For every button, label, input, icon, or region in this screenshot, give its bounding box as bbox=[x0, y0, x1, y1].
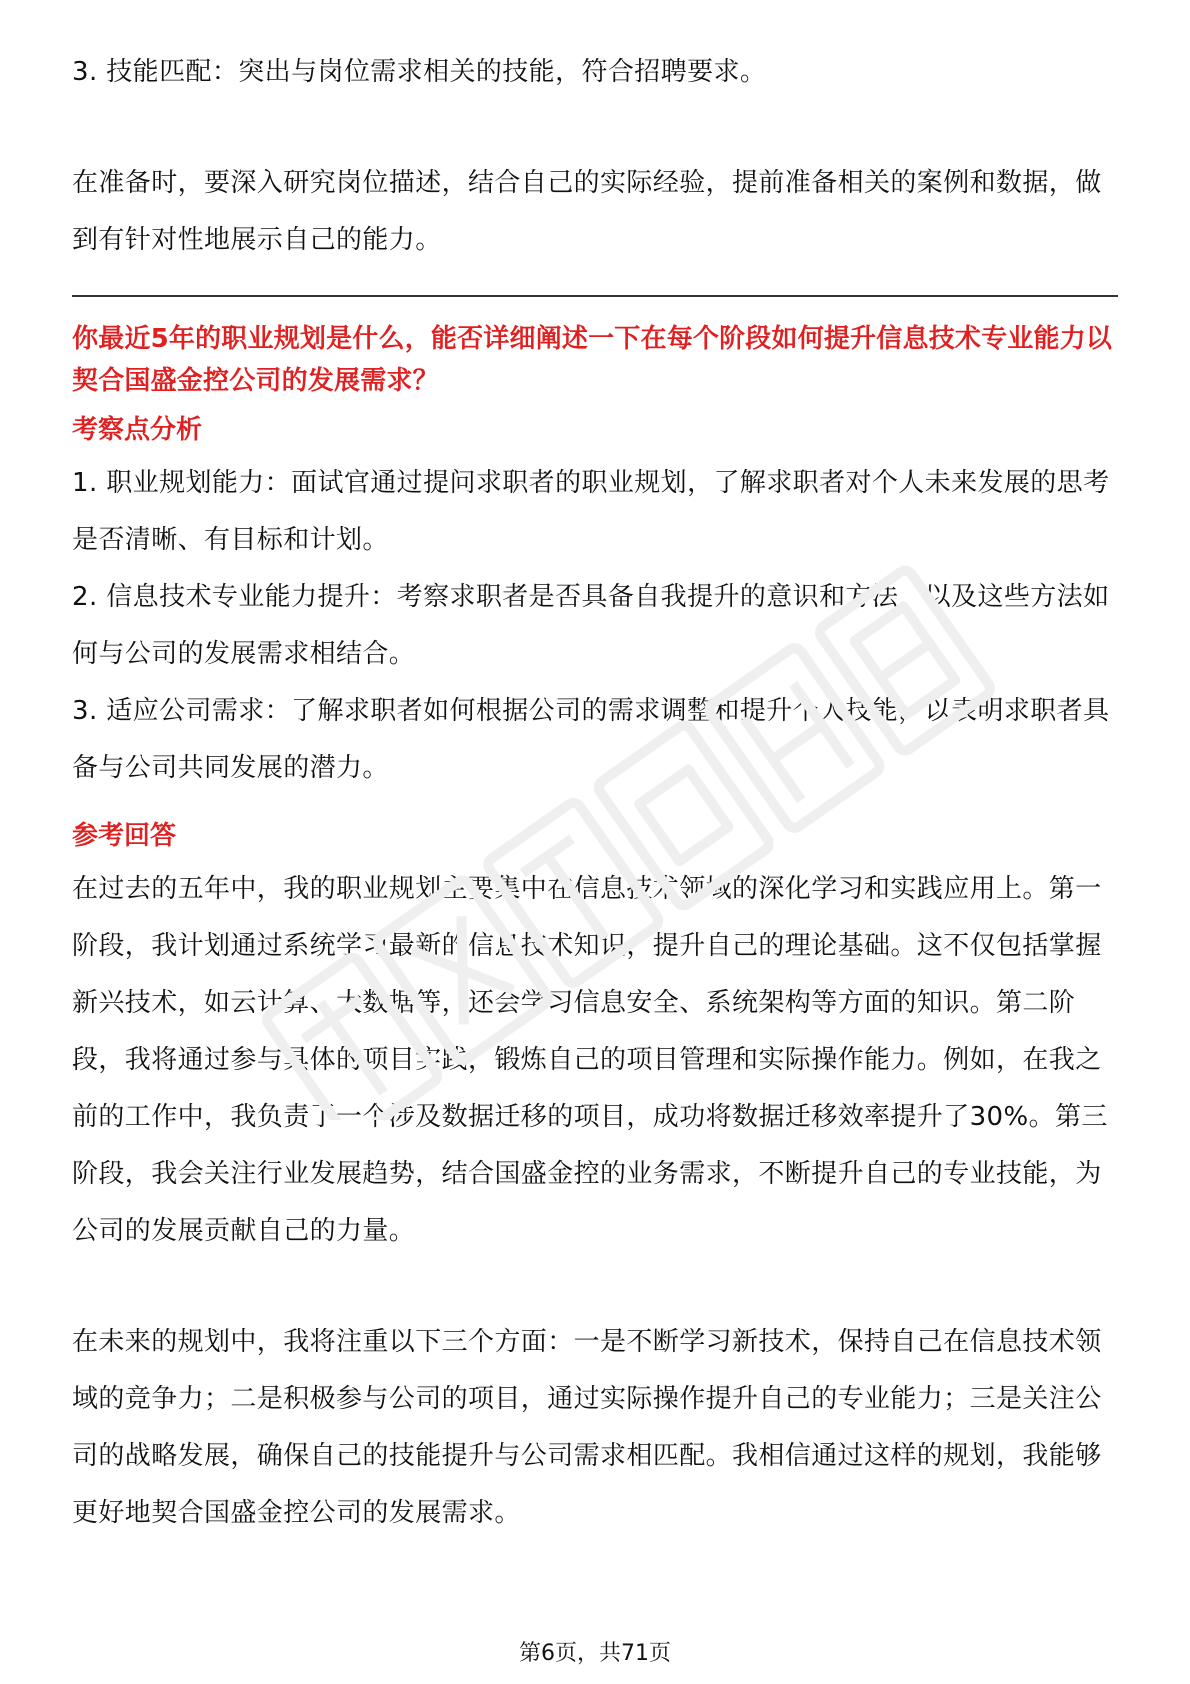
top-content bbox=[72, 44, 1118, 269]
question-body bbox=[72, 405, 1118, 1542]
analysis-item-1: 1. 职业规划能力：面试官通过提问求职者的职业规划，了解求职者对个人未来发展的思考是否清晰、有目标和计划。 bbox=[72, 468, 1110, 555]
interview-question: 你最近5年的职业规划是什么，能否详细阐述一下在每个阶段如何提升信息技术专业能力以契合国盛金控公司的发展需求？ bbox=[72, 324, 1113, 396]
answer-paragraph-1: 在过去的五年中，我的职业规划主要集中在信息技术领域的深化学习和实践应用上。第一阶段，我计划通过系统学习最新的信息技术知识，提升自己的理论基础。这不仅包括掌握新兴技术，如云计算、大数据等，还会学习信息安全、系统架构等方面的知识。第二阶段，我将通过参与具体的项目实践，锻炼自己的项目管理和实际操作能力。例如，在我之前的工作中，我负责了一个涉及数据迁移的项目，成功将数据迁移效率提升了30%。第三阶段，我会关注行业发展趋势，结合国盛金控的业务需求，不断提升自己的专业技能，为公司的发展贡献自己的力量。 bbox=[72, 874, 1108, 1246]
analysis-item-2: 2. 信息技术专业能力提升：考察求职者是否具备自我提升的意识和方法，以及这些方法如何与公司的发展需求相结合。 bbox=[72, 582, 1110, 669]
answer-paragraph-2: 在未来的规划中，我将注重以下三个方面：一是不断学习新技术，保持自己在信息技术领域的竞争力；二是积极参与公司的项目，通过实际操作提升自己的专业能力；三是关注公司的战略发展，确保自己的技能提升与公司需求相匹配。我相信通过这样的规划，我能够更好地契合国盛金控公司的发展需求。 bbox=[72, 1327, 1102, 1528]
preparation-paragraph: 在准备时，要深入研究岗位描述，结合自己的实际经验，提前准备相关的案例和数据，做到有针对性地展示自己的能力。 bbox=[72, 168, 1102, 255]
section-divider bbox=[72, 295, 1118, 297]
answer-heading: 参考回答 bbox=[72, 821, 177, 851]
analysis-heading: 考察点分析 bbox=[72, 415, 203, 445]
skill-match-item: 3. 技能匹配：突出与岗位需求相关的技能，符合招聘要求。 bbox=[72, 57, 767, 87]
page-number: 第6页，共71页 bbox=[519, 1641, 671, 1666]
analysis-item-3: 3. 适应公司需求：了解求职者如何根据公司的需求调整和提升个人技能，以表明求职者具备与公司共同发展的潜力。 bbox=[72, 696, 1110, 783]
